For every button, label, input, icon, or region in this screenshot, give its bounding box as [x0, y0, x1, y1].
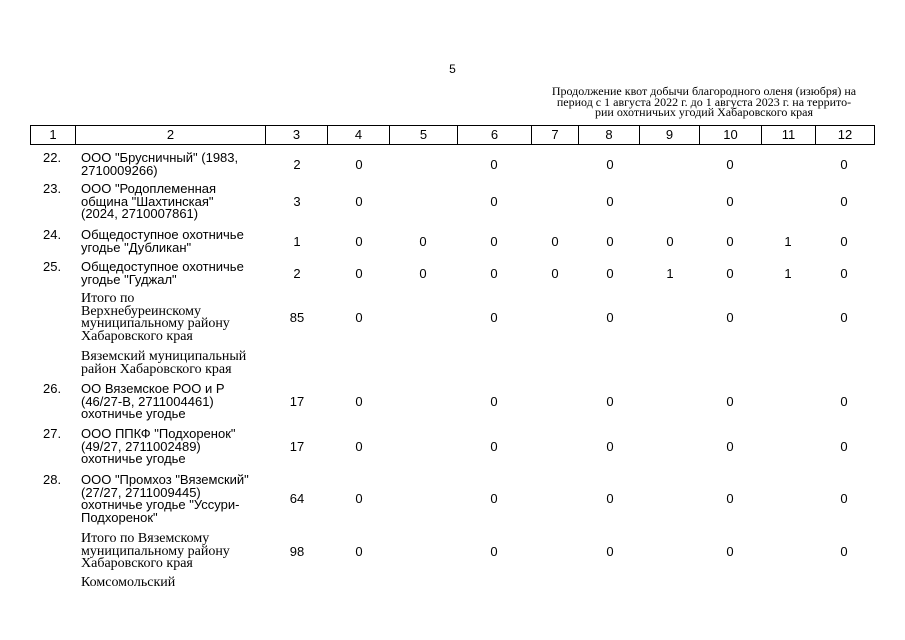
row-name-line: Общедоступное охотничье	[81, 259, 244, 274]
row-name-line: Общедоступное охотничье	[81, 227, 244, 242]
cell-col-3: 3	[293, 193, 301, 209]
row-name-line: Подхоренок"	[81, 509, 158, 525]
table-caption	[536, 86, 872, 118]
cell-col-6: 0	[490, 310, 498, 326]
row-name	[81, 229, 271, 254]
cell-col-10: 0	[726, 233, 734, 249]
row-name-line: охотничье угодье	[81, 406, 186, 422]
row-name	[81, 533, 271, 571]
row-name-line: муниципальному району	[81, 543, 230, 559]
cell-col-6: 0	[490, 265, 498, 281]
cell-col-6: 0	[490, 233, 498, 249]
header-cell-6: 6	[457, 125, 532, 145]
row-name-line: ООО "Промхоз "Вяземский"	[81, 472, 249, 487]
header-cell-8: 8	[578, 125, 640, 145]
cell-col-3: 1	[293, 233, 301, 249]
table-header-row	[31, 125, 875, 145]
cell-col-12: 0	[840, 310, 848, 326]
header-cell-10: 10	[699, 125, 762, 145]
cell-col-6: 0	[490, 193, 498, 209]
cell-col-8: 0	[606, 233, 614, 249]
cell-col-9: 1	[666, 265, 674, 281]
row-name-line: Верхнебуреинскому	[81, 303, 201, 319]
cell-col-8: 0	[606, 265, 614, 281]
row-number: 25.	[43, 259, 62, 274]
cell-col-3: 2	[293, 156, 301, 172]
cell-col-12: 0	[840, 543, 848, 559]
header-cell-2: 2	[75, 125, 266, 145]
row-number: 27.	[43, 426, 62, 441]
table-row	[31, 474, 875, 524]
table-row	[31, 428, 875, 466]
cell-col-5: 0	[419, 233, 427, 249]
cell-col-4: 0	[355, 265, 363, 281]
table-row	[31, 577, 875, 590]
caption-line: Продолжение квот добычи благородного оленя (изюбря) на	[551, 84, 857, 98]
row-name-line: (2024, 2710007861)	[81, 206, 199, 222]
cell-col-6: 0	[490, 393, 498, 409]
row-name-line: 2710009266)	[81, 162, 158, 178]
row-name	[81, 428, 271, 466]
cell-col-7: 0	[551, 265, 559, 281]
row-name-line: Вяземский муниципальный	[81, 349, 247, 364]
caption-line: период с 1 августа 2022 г. до 1 августа 2023 г. на террито-	[556, 94, 852, 109]
row-name	[81, 474, 271, 524]
cell-col-8: 0	[606, 438, 614, 454]
cell-col-3: 2	[293, 265, 301, 281]
cell-col-10: 0	[726, 310, 734, 326]
row-name-line: Хабаровского края	[81, 556, 193, 572]
cell-col-12: 0	[840, 491, 848, 507]
header-cell-3: 3	[265, 125, 328, 145]
cell-col-4: 0	[355, 233, 363, 249]
cell-col-4: 0	[355, 491, 363, 507]
cell-col-7: 0	[551, 233, 559, 249]
cell-col-8: 0	[606, 491, 614, 507]
table-row	[31, 293, 875, 343]
page-number: 5	[449, 62, 456, 76]
row-name-line: Итого по Вяземскому	[81, 531, 210, 546]
cell-col-8: 0	[606, 543, 614, 559]
row-number: 26.	[43, 381, 62, 396]
row-name	[81, 383, 271, 421]
row-number: 23.	[43, 181, 62, 196]
cell-col-10: 0	[726, 265, 734, 281]
row-number: 22.	[43, 150, 62, 165]
table-row	[31, 152, 875, 177]
row-name-line: община "Шахтинская"	[81, 193, 214, 209]
header-cell-4: 4	[327, 125, 390, 145]
row-name	[81, 183, 271, 221]
row-name-line: (46/27-В, 2711004461)	[81, 393, 214, 409]
cell-col-5: 0	[419, 265, 427, 281]
cell-col-12: 0	[840, 393, 848, 409]
cell-col-10: 0	[726, 543, 734, 559]
cell-col-3: 85	[289, 310, 305, 326]
row-name-line: охотничье угодье "Уссури-	[81, 497, 240, 513]
row-name-line: (49/27, 2711002489)	[81, 438, 201, 454]
cell-col-10: 0	[726, 491, 734, 507]
row-name-line: ООО "Брусничный" (1983,	[81, 150, 239, 165]
row-name-line: Комсомольский	[81, 575, 176, 590]
cell-col-12: 0	[840, 233, 848, 249]
row-name	[81, 293, 271, 343]
table-row	[31, 533, 875, 571]
cell-col-8: 0	[606, 156, 614, 172]
cell-col-6: 0	[490, 491, 498, 507]
row-name	[81, 351, 271, 376]
cell-col-8: 0	[606, 310, 614, 326]
row-name-line: угодье "Гуджал"	[81, 271, 177, 287]
cell-col-12: 0	[840, 193, 848, 209]
row-name	[81, 261, 271, 286]
cell-col-10: 0	[726, 438, 734, 454]
cell-col-12: 0	[840, 156, 848, 172]
cell-col-4: 0	[355, 543, 363, 559]
row-name-line: ООО ППКФ "Подхоренок"	[81, 426, 236, 441]
cell-col-6: 0	[490, 543, 498, 559]
header-cell-9: 9	[639, 125, 700, 145]
header-cell-11: 11	[761, 125, 816, 145]
row-name-line: ОО Вяземское РОО и Р	[81, 381, 225, 396]
header-cell-7: 7	[531, 125, 579, 145]
header-cell-1: 1	[30, 125, 76, 145]
table-row	[31, 261, 875, 286]
cell-col-6: 0	[490, 156, 498, 172]
cell-col-10: 0	[726, 393, 734, 409]
cell-col-8: 0	[606, 193, 614, 209]
cell-col-12: 0	[840, 438, 848, 454]
cell-col-4: 0	[355, 193, 363, 209]
cell-col-3: 98	[289, 543, 305, 559]
row-name-line: район Хабаровского края	[81, 361, 232, 377]
row-name	[81, 152, 271, 177]
row-name	[81, 577, 271, 590]
cell-col-4: 0	[355, 438, 363, 454]
cell-col-6: 0	[490, 438, 498, 454]
cell-col-8: 0	[606, 393, 614, 409]
row-name-line: охотничье угодье	[81, 451, 186, 467]
cell-col-4: 0	[355, 156, 363, 172]
row-name-line: муниципальному району	[81, 316, 230, 332]
row-name-line: (27/27, 2711009445)	[81, 484, 201, 500]
row-name-line: Хабаровского края	[81, 328, 193, 344]
cell-col-4: 0	[355, 393, 363, 409]
cell-col-10: 0	[726, 156, 734, 172]
cell-col-10: 0	[726, 193, 734, 209]
cell-col-3: 17	[289, 393, 305, 409]
caption-line: рии охотничьих угодий Хабаровского края	[594, 105, 814, 119]
row-name-line: ООО "Родоплеменная	[81, 181, 217, 196]
row-name-line: угодье "Дубликан"	[81, 239, 192, 255]
cell-col-12: 0	[840, 265, 848, 281]
table-row	[31, 351, 875, 376]
table-row	[31, 183, 875, 221]
header-cell-5: 5	[389, 125, 458, 145]
row-number: 24.	[43, 227, 62, 242]
row-name-line: Итого по	[81, 291, 135, 306]
row-number: 28.	[43, 472, 62, 487]
cell-col-4: 0	[355, 310, 363, 326]
cell-col-3: 17	[289, 438, 305, 454]
cell-col-11: 1	[784, 265, 792, 281]
cell-col-9: 0	[666, 233, 674, 249]
cell-col-11: 1	[784, 233, 792, 249]
table-row	[31, 229, 875, 254]
table-row	[31, 383, 875, 421]
header-cell-12: 12	[815, 125, 875, 145]
cell-col-3: 64	[289, 491, 305, 507]
